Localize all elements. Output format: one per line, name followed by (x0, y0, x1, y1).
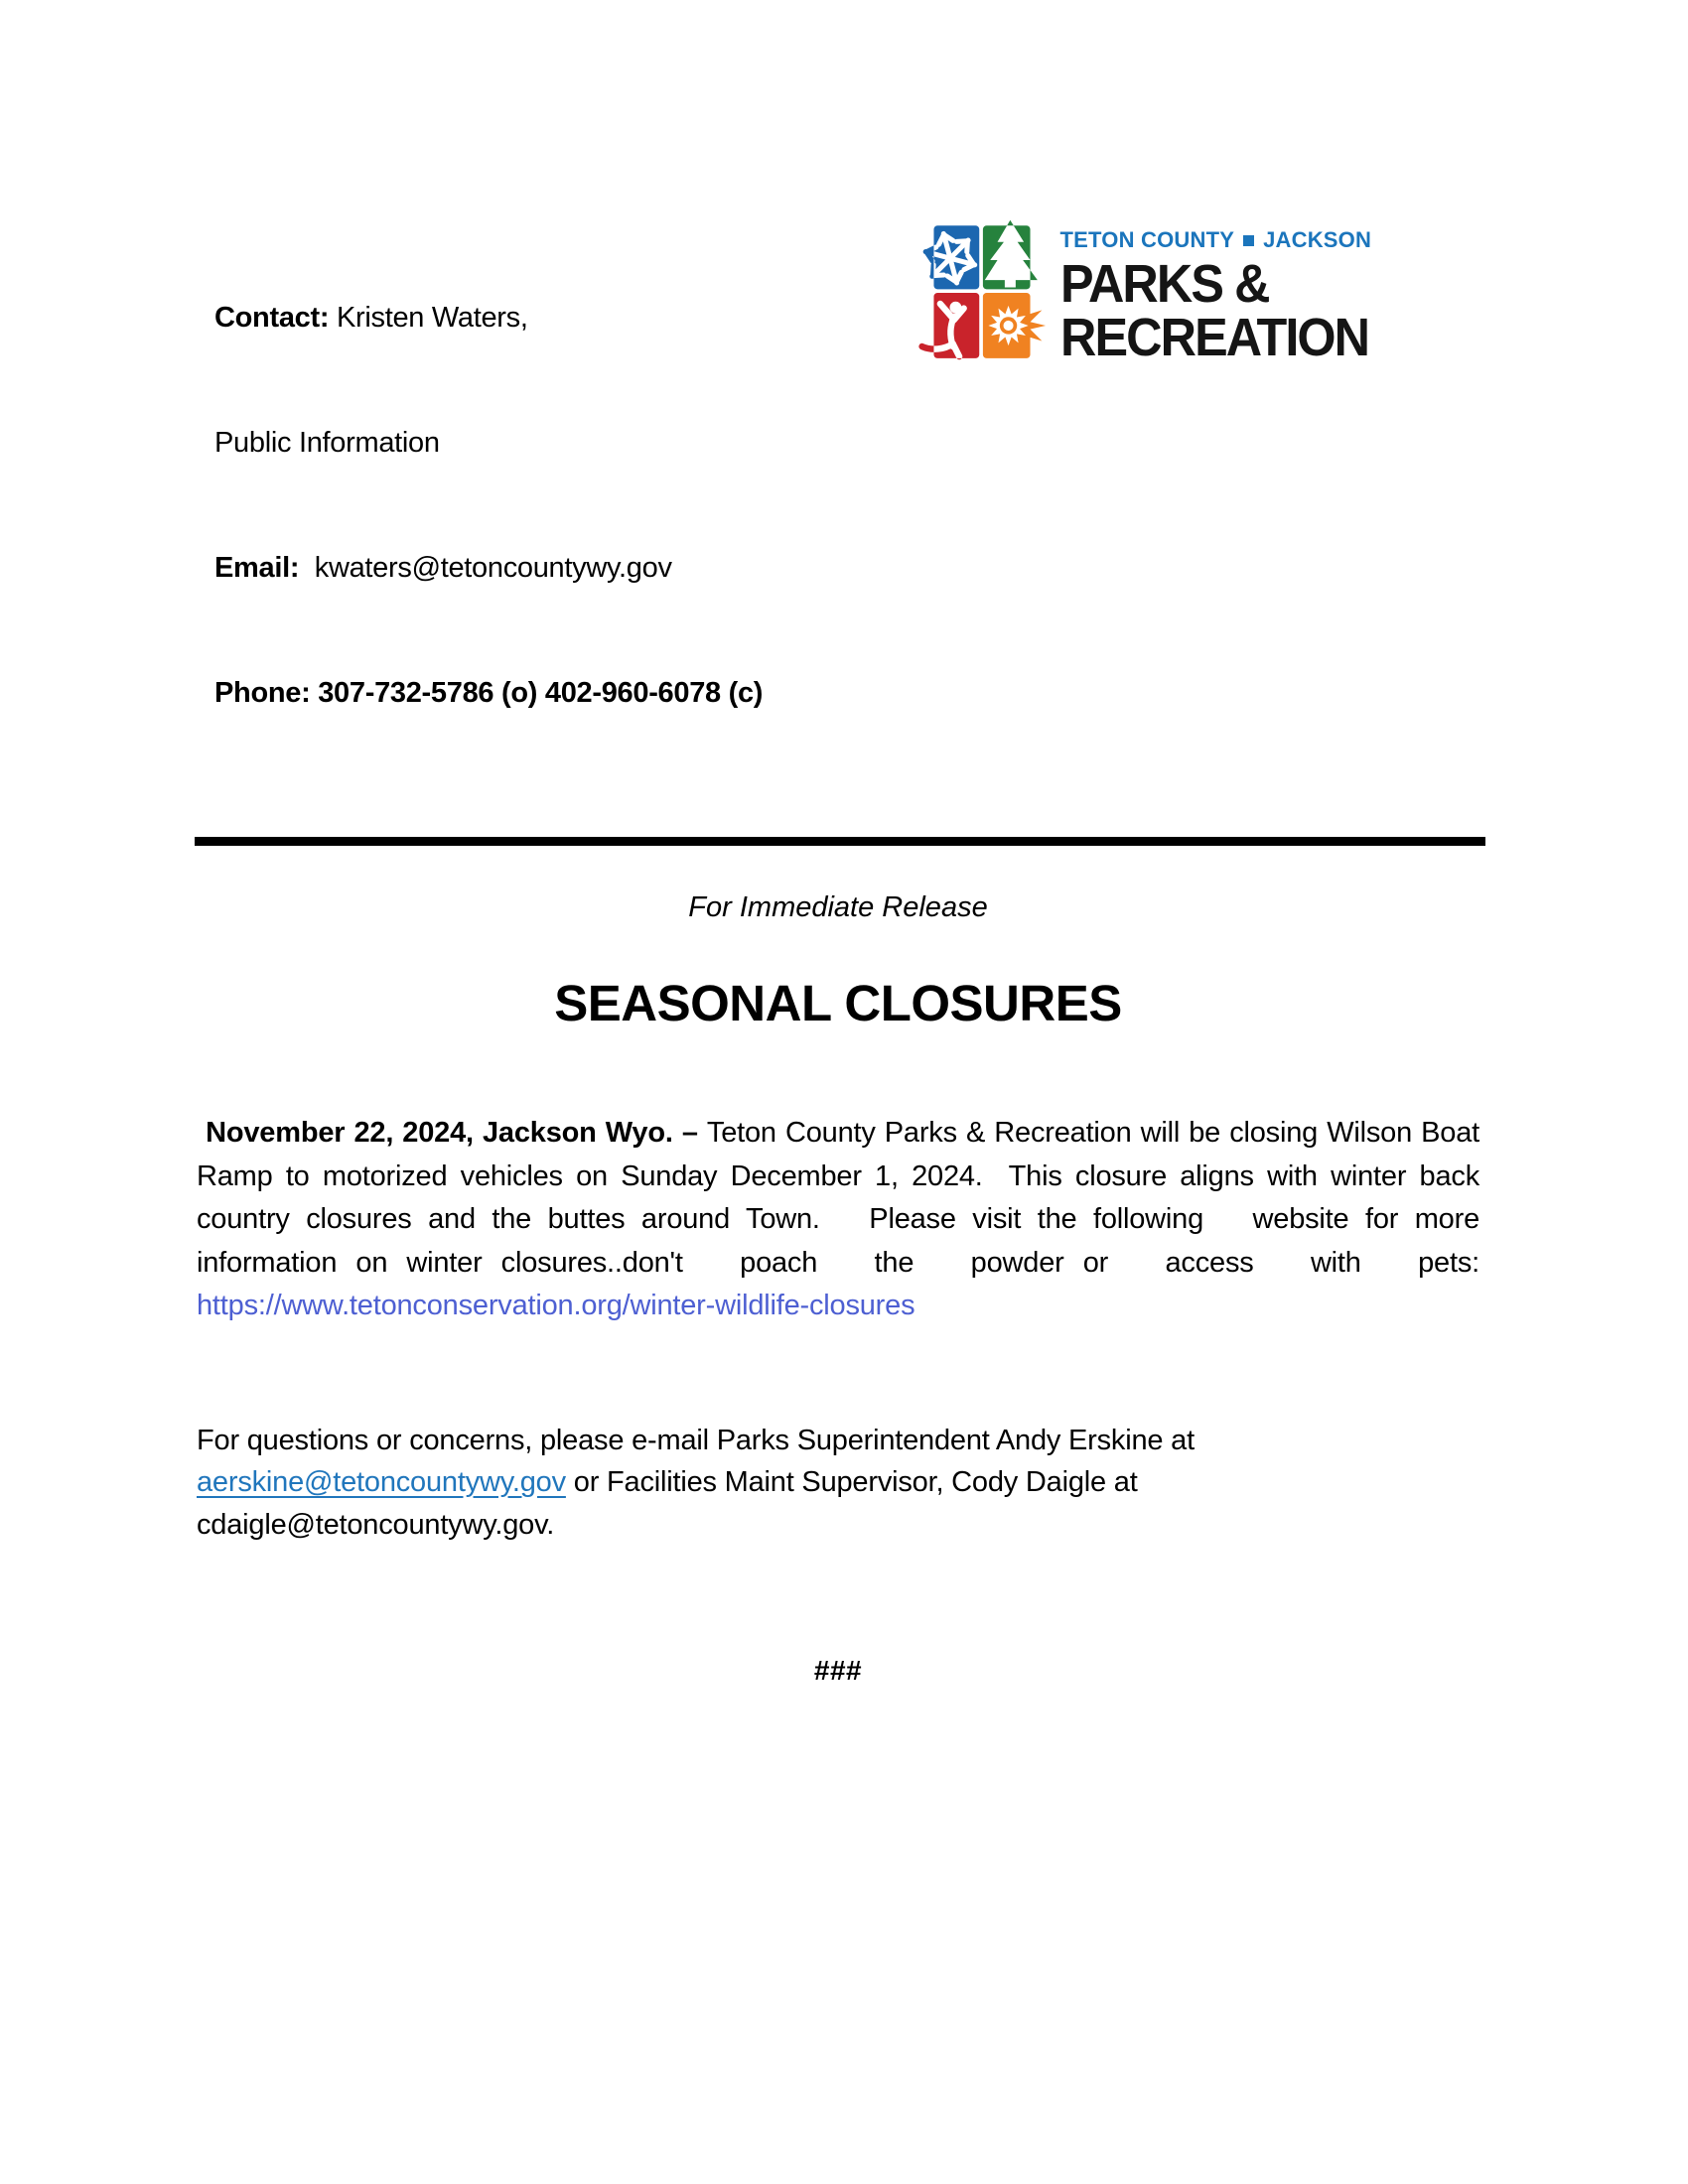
paragraph-1-text: Teton County Parks & Recreation will be closing Wilson Boat Ramp to motorized vehicles on Sunday December 1, 2024. This closure aligns with winter back country closures and the buttes around Town. Please visit the following website for more information on winter closures..don't poach the powder or access with pets: (197, 1117, 1503, 1279)
dateline: November 22, 2024, Jackson Wyo. – (197, 1117, 707, 1149)
headline: SEASONAL CLOSURES (554, 975, 1122, 1031)
superintendent-email-link[interactable]: aerskine@tetoncountywy.gov (197, 1466, 566, 1498)
four-seasons-icon (896, 215, 1047, 370)
logo-town: JACKSON (1263, 227, 1372, 252)
contact-name-line (214, 297, 763, 339)
winter-closures-link[interactable]: https://www.tetonconservation.org/winter-wildlife-closures (197, 1290, 915, 1321)
logo-text (1059, 215, 1384, 368)
email-label: Email: (214, 552, 300, 584)
release-notice: For Immediate Release (688, 891, 988, 923)
parks-logo-icon (896, 215, 1047, 370)
parks-recreation-logo (896, 215, 1384, 370)
paragraph-2-text-before: For questions or concerns, please e-mail Parks Superintendent Andy Erskine at (197, 1424, 1202, 1456)
header-divider-rule (195, 837, 1485, 846)
logo-tagline (1060, 227, 1384, 253)
tagline-separator-square (1243, 235, 1254, 246)
body-paragraph-1 (197, 1112, 1503, 1328)
contact-name: Kristen Waters, (329, 302, 528, 334)
contact-phone-line: Phone: 307-732-5786 (o) 402-960-6078 (c) (214, 677, 764, 709)
logo-wordmark-line1: PARKS & (1059, 253, 1269, 315)
contact-email-line (214, 547, 763, 589)
contact-block (214, 213, 763, 797)
press-release-end-mark: ### (813, 1655, 863, 1686)
logo-wordmark (1059, 253, 1368, 368)
logo-wordmark-line2: RECREATION (1059, 308, 1368, 368)
header-row (197, 213, 1479, 797)
paragraph-2-text-after: or Facilities Maint Supervisor, Cody Daigle at cdaigle@tetoncountywy.gov. (197, 1466, 1146, 1541)
logo-county: TETON COUNTY (1059, 227, 1235, 252)
contact-role-line: Public Information (214, 427, 440, 459)
body-paragraph-2 (197, 1420, 1479, 1547)
contact-label: Contact: (214, 302, 330, 334)
email-value: kwaters@tetoncountywy.gov (299, 552, 672, 584)
